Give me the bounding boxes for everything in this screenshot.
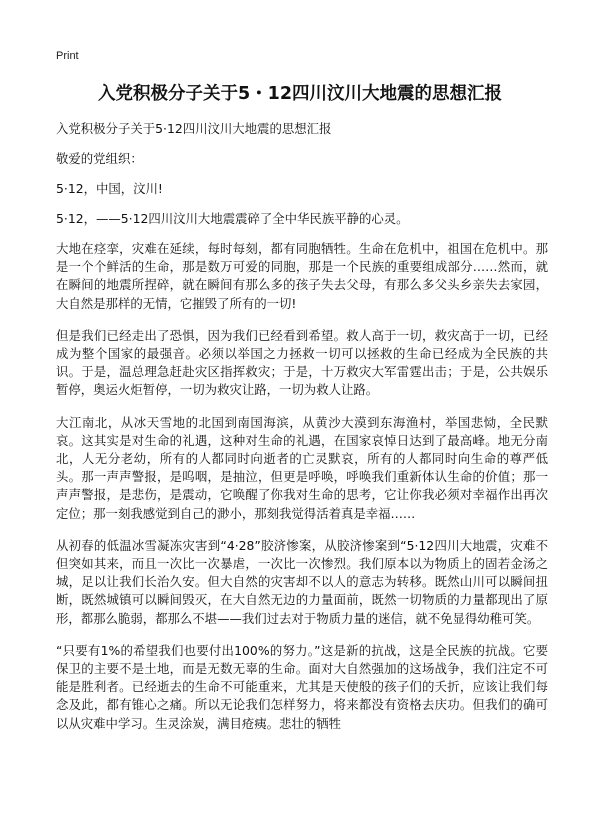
quake-line: 5·12，——5·12四川汶川大地震震碎了全中华民族平静的心灵。	[56, 211, 409, 226]
paragraph-4: 从初春的低温冰雪凝冻灾害到“4·28”胶济惨案，从胶济惨案到“5·12四川大地震，灾难不但突如其来，而且一次比一次暴虐，一次比一次惨烈。我们原本以为物质上的固若金汤之城，足以让我们长治久安。但大自然的灾害却不以人的意志为转移。既然山川可以瞬间扭断，既然城镇可以瞬间毁灭，在大自然无边的力量面前，既然一切物质的力量都现出了原形，都那么脆弱，都那么不堪——我们过去对于物质力量的迷信，就不免显得幼稚可笑。	[56, 537, 548, 626]
paragraph-1: 大地在痉挛，灾难在延续，每时每刻，都有同胞牺牲。生命在危机中，祖国在危机中。那是一个个鲜活的生命，那是数万可爱的同胞，那是一个民族的重要组成部分……然而，就在瞬间的地震所捏碎，就在瞬间有那么多的孩子失去父母，有那么多父头乡亲失去家园，大自然是那样的无情，它摧毁了所有的一切!	[56, 241, 548, 311]
paragraph-5: “只要有1%的希望我们也要付出100%的努力。”这是新的抗战，这是全民族的抗战。它要保卫的主要不是土地，而是无数无辜的生命。面对大自然强加的这场战争，我们注定不可能是胜利者。已经逝去的生命不可能重来，尤其是天使般的孩子们的夭折，应该让我们每念及此，都有锥心之痛。所以无论我们怎样努力，将来都没有资格去庆功。但我们的确可以从灾难中学习。生灵涂炭，满目疮痍。悲壮的牺牲	[56, 642, 548, 731]
document-title: 入党积极分子关于5・12四川汶川大地震的思想汇报	[97, 84, 503, 104]
paragraph-3: 大江南北，从冰天雪地的北国到南国海滨，从黄沙大漠到东海渔村，举国悲恸，全民默哀。这其实是对生命的礼遇，这种对生命的礼遇，在国家哀悼日达到了最高峰。地无分南北，人无分老幼，所有的人都同时向逝者的亡灵默哀，所有的人都同时向生命的尊严低头。那一声声警报，是呜咽，是抽泣，但更是呼唤，呼唤我们重新体认生命的价值；那一声声警报，是悲伤，是震动，它唤醒了你我对生命的思考，它让你我必须对幸福作出再次定位；那一刻我感觉到自己的渺小，那刻我觉得活着真是幸福……	[56, 414, 548, 521]
print-link[interactable]: Print	[56, 50, 79, 62]
salutation: 敬爱的党组织：	[56, 151, 143, 166]
document-body	[56, 120, 548, 747]
exclaim-line: 5·12，中国，汶川!	[56, 181, 163, 196]
paragraph-2: 但是我们已经走出了恐惧，因为我们已经看到希望。救人高于一切，救灾高于一切，已经成为整个国家的最强音。必须以举国之力拯救一切可以拯救的生命已经成为全民族的共识。于是，温总理急赶赴灾区指挥救灾；于是，十万救灾大军雷霆出击；于是，公共娱乐暂停，奥运火炬暂停，一切为救灾让路，一切为救人让路。	[56, 327, 548, 398]
document-subtitle: 入党积极分子关于5·12四川汶川大地震的思想汇报	[56, 121, 332, 136]
